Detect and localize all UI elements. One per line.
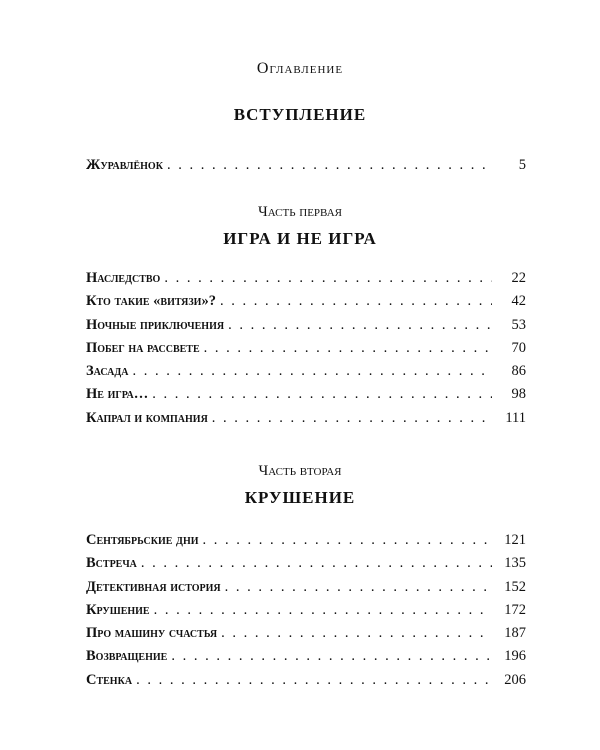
entry-page-number: 86 [511,363,526,380]
leader-dots [212,410,492,427]
entry-title: Ночные приключения [86,316,225,333]
leader-dots [203,532,493,549]
toc-entry[interactable] [86,386,526,409]
entry-title: Крушение [86,601,150,618]
leader-dots [221,625,492,642]
toc-entry[interactable] [86,648,526,671]
entry-page-number: 42 [511,293,526,310]
leader-dots [141,555,492,572]
toc-entry[interactable] [86,602,526,625]
entry-title: Стенка [86,671,133,688]
leader-dots [152,386,492,403]
toc-entry[interactable] [86,532,526,555]
toc-entry[interactable] [86,555,526,578]
entry-page-number: 5 [518,157,526,173]
entry-title: Детективная история [86,578,221,595]
part1-label: Часть первая [258,204,342,220]
toc-entry[interactable] [86,340,526,363]
part1-title: ИГРА И НЕ ИГРА [223,229,377,248]
entry-title: Наследство [86,270,161,286]
entry-page-number: 22 [511,270,526,286]
leader-dots [154,602,492,619]
leader-dots [220,293,492,310]
leader-dots [132,363,492,380]
part2-title: КРУШЕНИЕ [244,488,356,507]
entry-page-number: 206 [504,671,526,688]
toc-entry[interactable] [86,672,526,695]
intro-entry-list [86,157,526,180]
entry-title: Журавлёнок [86,157,163,173]
entry-page-number: 172 [504,601,526,618]
leader-dots [171,648,492,665]
leader-dots [164,270,492,287]
part2-entry-list [86,532,526,695]
entry-page-number: 121 [504,532,526,548]
part1-entry-list [86,270,526,433]
toc-entry[interactable] [86,579,526,602]
leader-dots [204,340,492,357]
entry-page-number: 98 [511,386,526,403]
toc-entry[interactable] [86,363,526,386]
toc-entry[interactable] [86,157,526,180]
intro-title: ВСТУПЛЕНИЕ [233,105,367,124]
entry-title: Сентябрьские дни [86,532,199,548]
entry-title: Встреча [86,555,137,572]
entry-title: Не игра… [86,386,149,403]
entry-page-number: 187 [504,625,526,642]
entry-title: Про машину счастья [86,625,218,642]
leader-dots [225,579,492,596]
leader-dots [167,157,492,174]
toc-entry[interactable] [86,270,526,293]
entry-title: Засада [86,363,129,380]
toc-entry[interactable] [86,317,526,340]
entry-title: Капрал и компания [86,409,208,426]
entry-page-number: 70 [511,339,526,356]
entry-page-number: 152 [504,578,526,595]
leader-dots [136,672,492,689]
entry-page-number: 111 [505,409,526,426]
entry-title: Кто такие «витязи»? [86,293,216,310]
toc-entry[interactable] [86,410,526,433]
entry-page-number: 135 [504,555,526,572]
entry-title: Побег на рассвете [86,339,200,356]
toc-entry[interactable] [86,625,526,648]
entry-title: Возвращение [86,648,168,665]
part2-label: Часть вторая [258,463,342,479]
leader-dots [228,317,492,334]
entry-page-number: 196 [504,648,526,665]
toc-entry[interactable] [86,293,526,316]
toc-title: Оглавление [256,60,344,77]
entry-page-number: 53 [511,316,526,333]
